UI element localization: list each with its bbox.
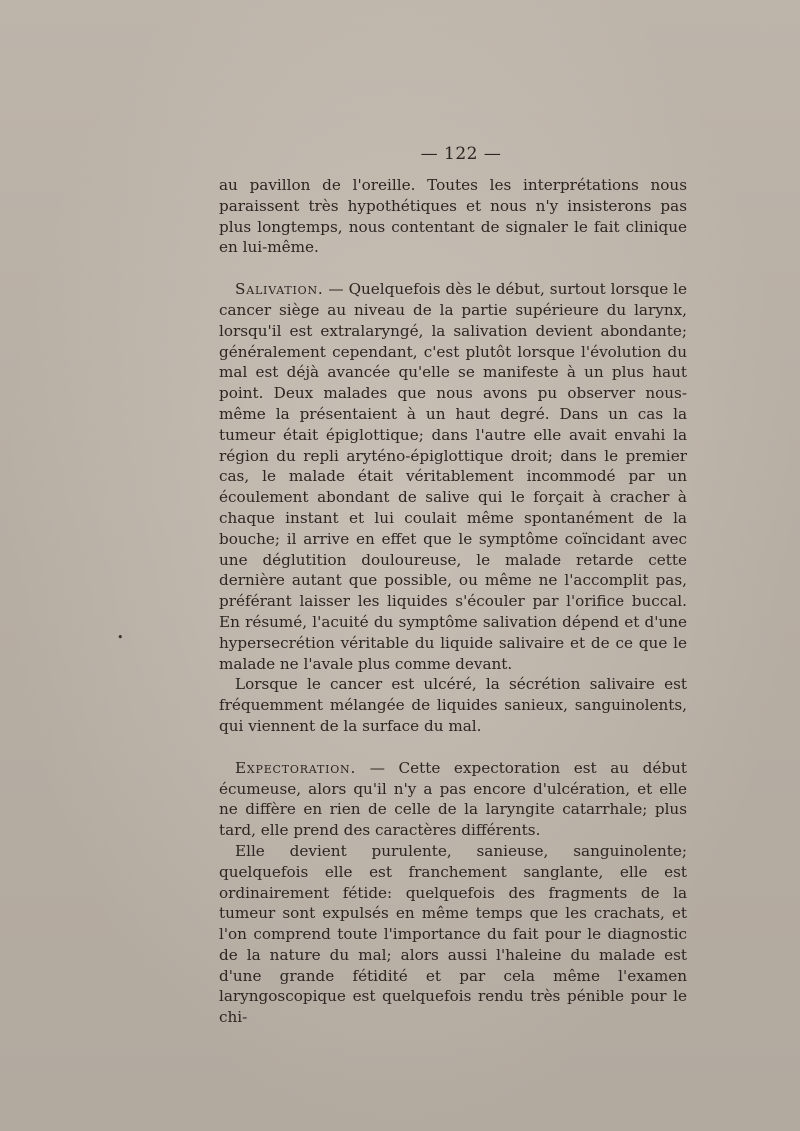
paragraph-expectoration <box>219 758 687 841</box>
paragraph-ulcere: Lorsque le cancer est ulcéré, la sécrétion salivaire est fréquemment mélangée de liquides sanieux, sanguinolents, qui viennent de la surface du mal. <box>219 675 687 735</box>
salivation-text: Quelquefois dès le début, surtout lorsque le cancer siège au niveau de la partie supérieure du larynx, lorsqu'il est extralaryngé, la salivation devient abondante; généralement cependant, c'est plutôt lorsque l'évolution du mal est déjà avancée qu'elle se manifeste à un plus haut point. Deux malades que nous avons pu observer nous-même la présentaient à un haut degré. Dans un cas la tumeur était épiglottique; dans l'autre elle avait envahi la région du repli aryténo-épiglottique droit; dans le premier cas, le malade était véritablement incommodé par un écoulement abondant de salive qui le forçait à cracher à chaque instant et lui coulait même spontanément de la bouche; il arrive en effet que le symptôme coïncidant avec une déglutition douloureuse, le malade retarde cette dernière autant que possible, ou même ne l'accomplit pas, préférant laisser les liquides s'écouler par l'orifice buccal. En résumé, l'acuité du symptôme salivation dépend et d'une hypersecrétion véritable du liquide salivaire et de ce que le malade ne l'avale plus comme devant. <box>219 280 687 673</box>
section-heading-expectoration: Expectoration. <box>235 758 357 777</box>
paragraph-purulente: Elle devient purulente, sanieuse, sanguinolente; quelquefois elle est franchement sanglante, elle est ordinairement fétide: quelquefois des fragments de la tumeur sont expulsés en même temps que les crachats, et l'on comprend toute l'importance du fait pour le diagnostic de la nature du mal; alors aussi l'haleine du malade est d'une grande fétidité et par cela même l'examen laryngoscopique est quelquefois rendu très pénible pour le chi- <box>219 841 687 1027</box>
heading-dash: — <box>323 280 349 299</box>
margin-mark: • <box>117 631 124 644</box>
page-number: — 122 — <box>420 144 502 164</box>
paragraph-intro: au pavillon de l'oreille. Toutes les interprétations nous paraissent très hypothétiques et nous n'y insisterons pas plus longtemps, nous contentant de signaler le fait clinique en lui-même. <box>219 176 687 257</box>
text-column <box>219 143 687 1028</box>
heading-dash: — <box>356 758 399 777</box>
paragraph-salivation <box>219 279 687 674</box>
section-heading-salivation: Salivation. <box>235 280 324 299</box>
expectoration-text: Cette expectoration est au début écumeuse, alors qu'il n'y a pas encore d'ulcération, et elle ne diffère en rien de celle de la laryngite catarrhale; plus tard, elle prend des caractères différents. <box>219 758 687 840</box>
